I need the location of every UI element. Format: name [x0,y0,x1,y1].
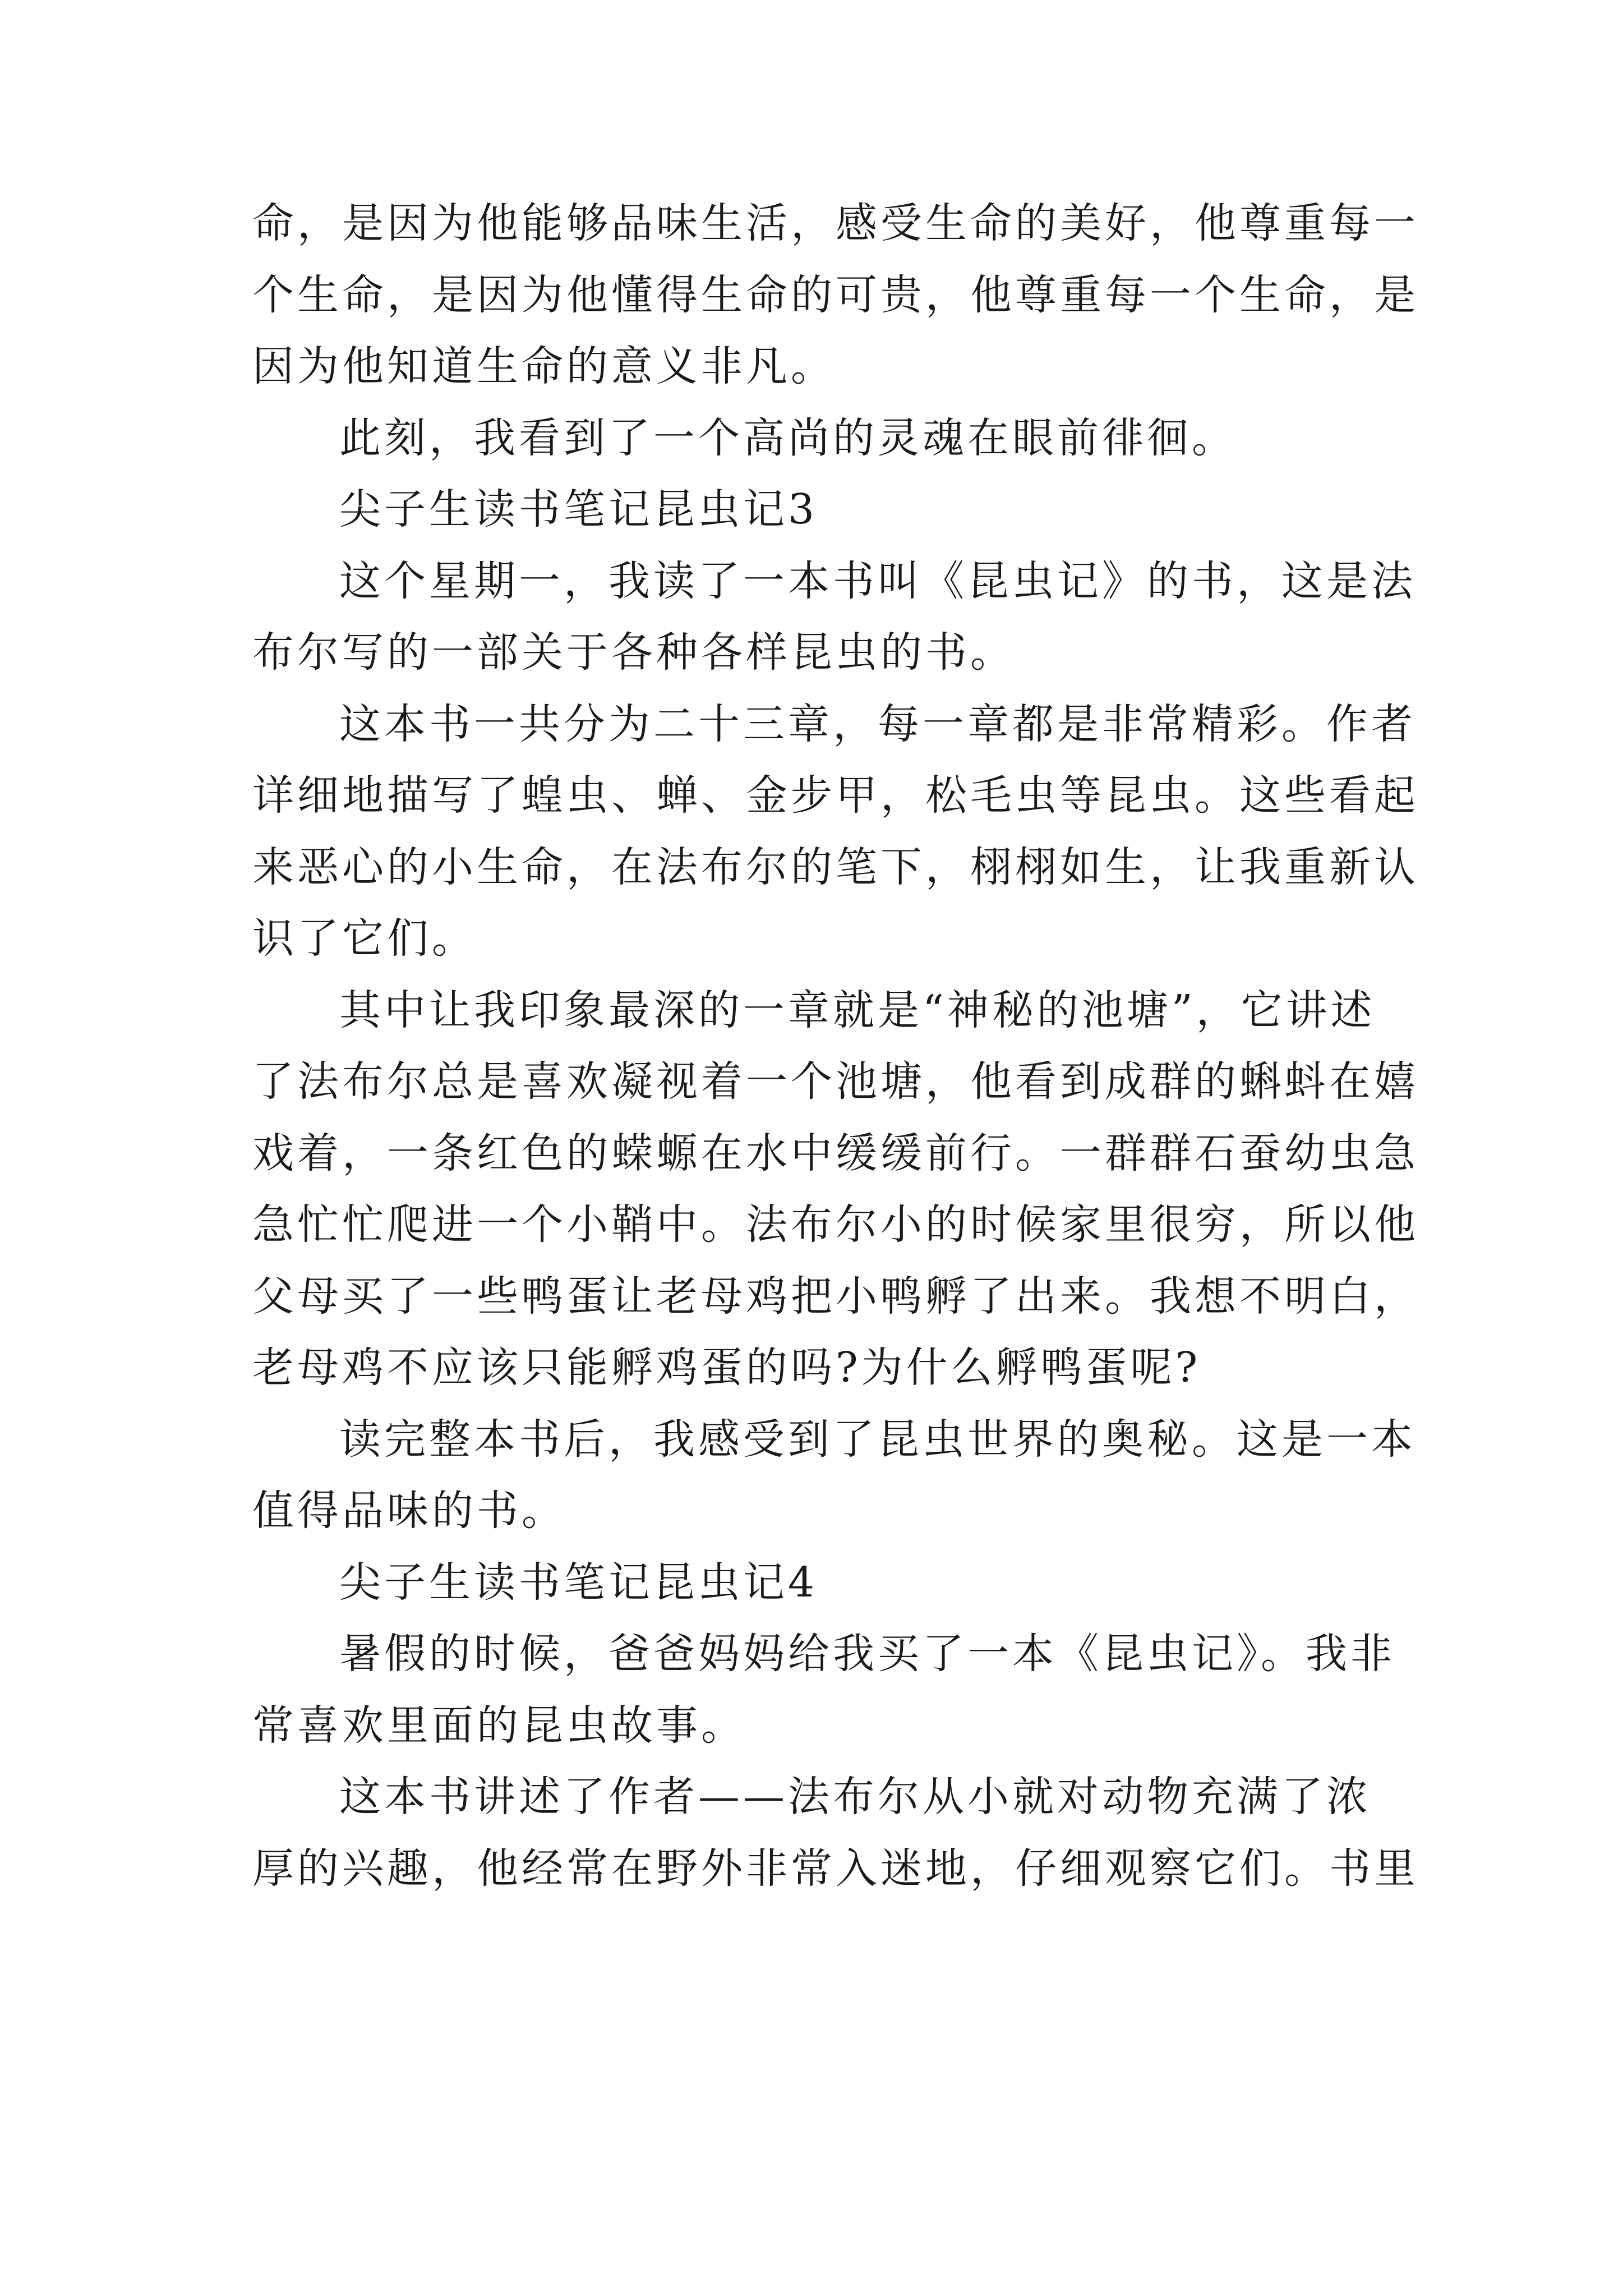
text-line: 戏着，一条红色的蝾螈在水中缓缓前行。一群群石蚕幼虫急 [252,1129,1419,1177]
text-line: 老母鸡不应该只能孵鸡蛋的吗?为什么孵鸭蛋呢? [252,1343,1201,1392]
section-heading: 尖子生读书笔记昆虫记3 [339,485,818,533]
text-line: 来恶心的小生命，在法布尔的笔下，栩栩如生，让我重新认 [252,843,1419,891]
text-line: 这本书一共分为二十三章，每一章都是非常精彩。作者 [339,700,1416,748]
text-line: 值得品味的书。 [252,1487,566,1535]
text-line: 个生命，是因为他懂得生命的可贵，他尊重每一个生命，是 [252,270,1419,319]
text-line: 暑假的时候，爸爸妈妈给我买了一本《昆虫记》。我非 [339,1630,1395,1678]
text-line: 因为他知道生命的意义非凡。 [252,342,836,390]
text-line: 命，是因为他能够品味生活，感受生命的美好，他尊重每一 [252,199,1419,247]
text-line: 识了它们。 [252,914,477,963]
text-line: 父母买了一些鸭蛋让老母鸡把小鸭孵了出来。我想不明白， [252,1272,1419,1320]
text-line: 这本书讲述了作者——法布尔从小就对动物充满了浓 [339,1773,1371,1821]
text-line: 此刻，我看到了一个高尚的灵魂在眼前徘徊。 [339,413,1237,462]
text-line: 常喜欢里面的昆虫故事。 [252,1701,746,1750]
text-line: 布尔写的一部关于各种各样昆虫的书。 [252,628,1015,677]
document-body [252,188,1419,1904]
text-line: 这个星期一，我读了一本书叫《昆虫记》的书，这是法 [339,556,1416,605]
section-heading: 尖子生读书笔记昆虫记4 [339,1558,818,1607]
text-line: 其中让我印象最深的一章就是“神秘的池塘”，它讲述 [339,986,1376,1034]
text-line: 读完整本书后，我感受到了昆虫世界的奥秘。这是一本 [339,1415,1416,1464]
text-line: 急忙忙爬进一个小鞘中。法布尔小的时候家里很穷，所以他 [252,1200,1419,1249]
text-line: 厚的兴趣，他经常在野外非常入迷地，仔细观察它们。书里 [252,1844,1419,1893]
text-line: 了法布尔总是喜欢凝视着一个池塘，他看到成群的蝌蚪在嬉 [252,1057,1419,1106]
text-line: 详细地描写了蝗虫、蝉、金步甲，松毛虫等昆虫。这些看起 [252,771,1419,820]
